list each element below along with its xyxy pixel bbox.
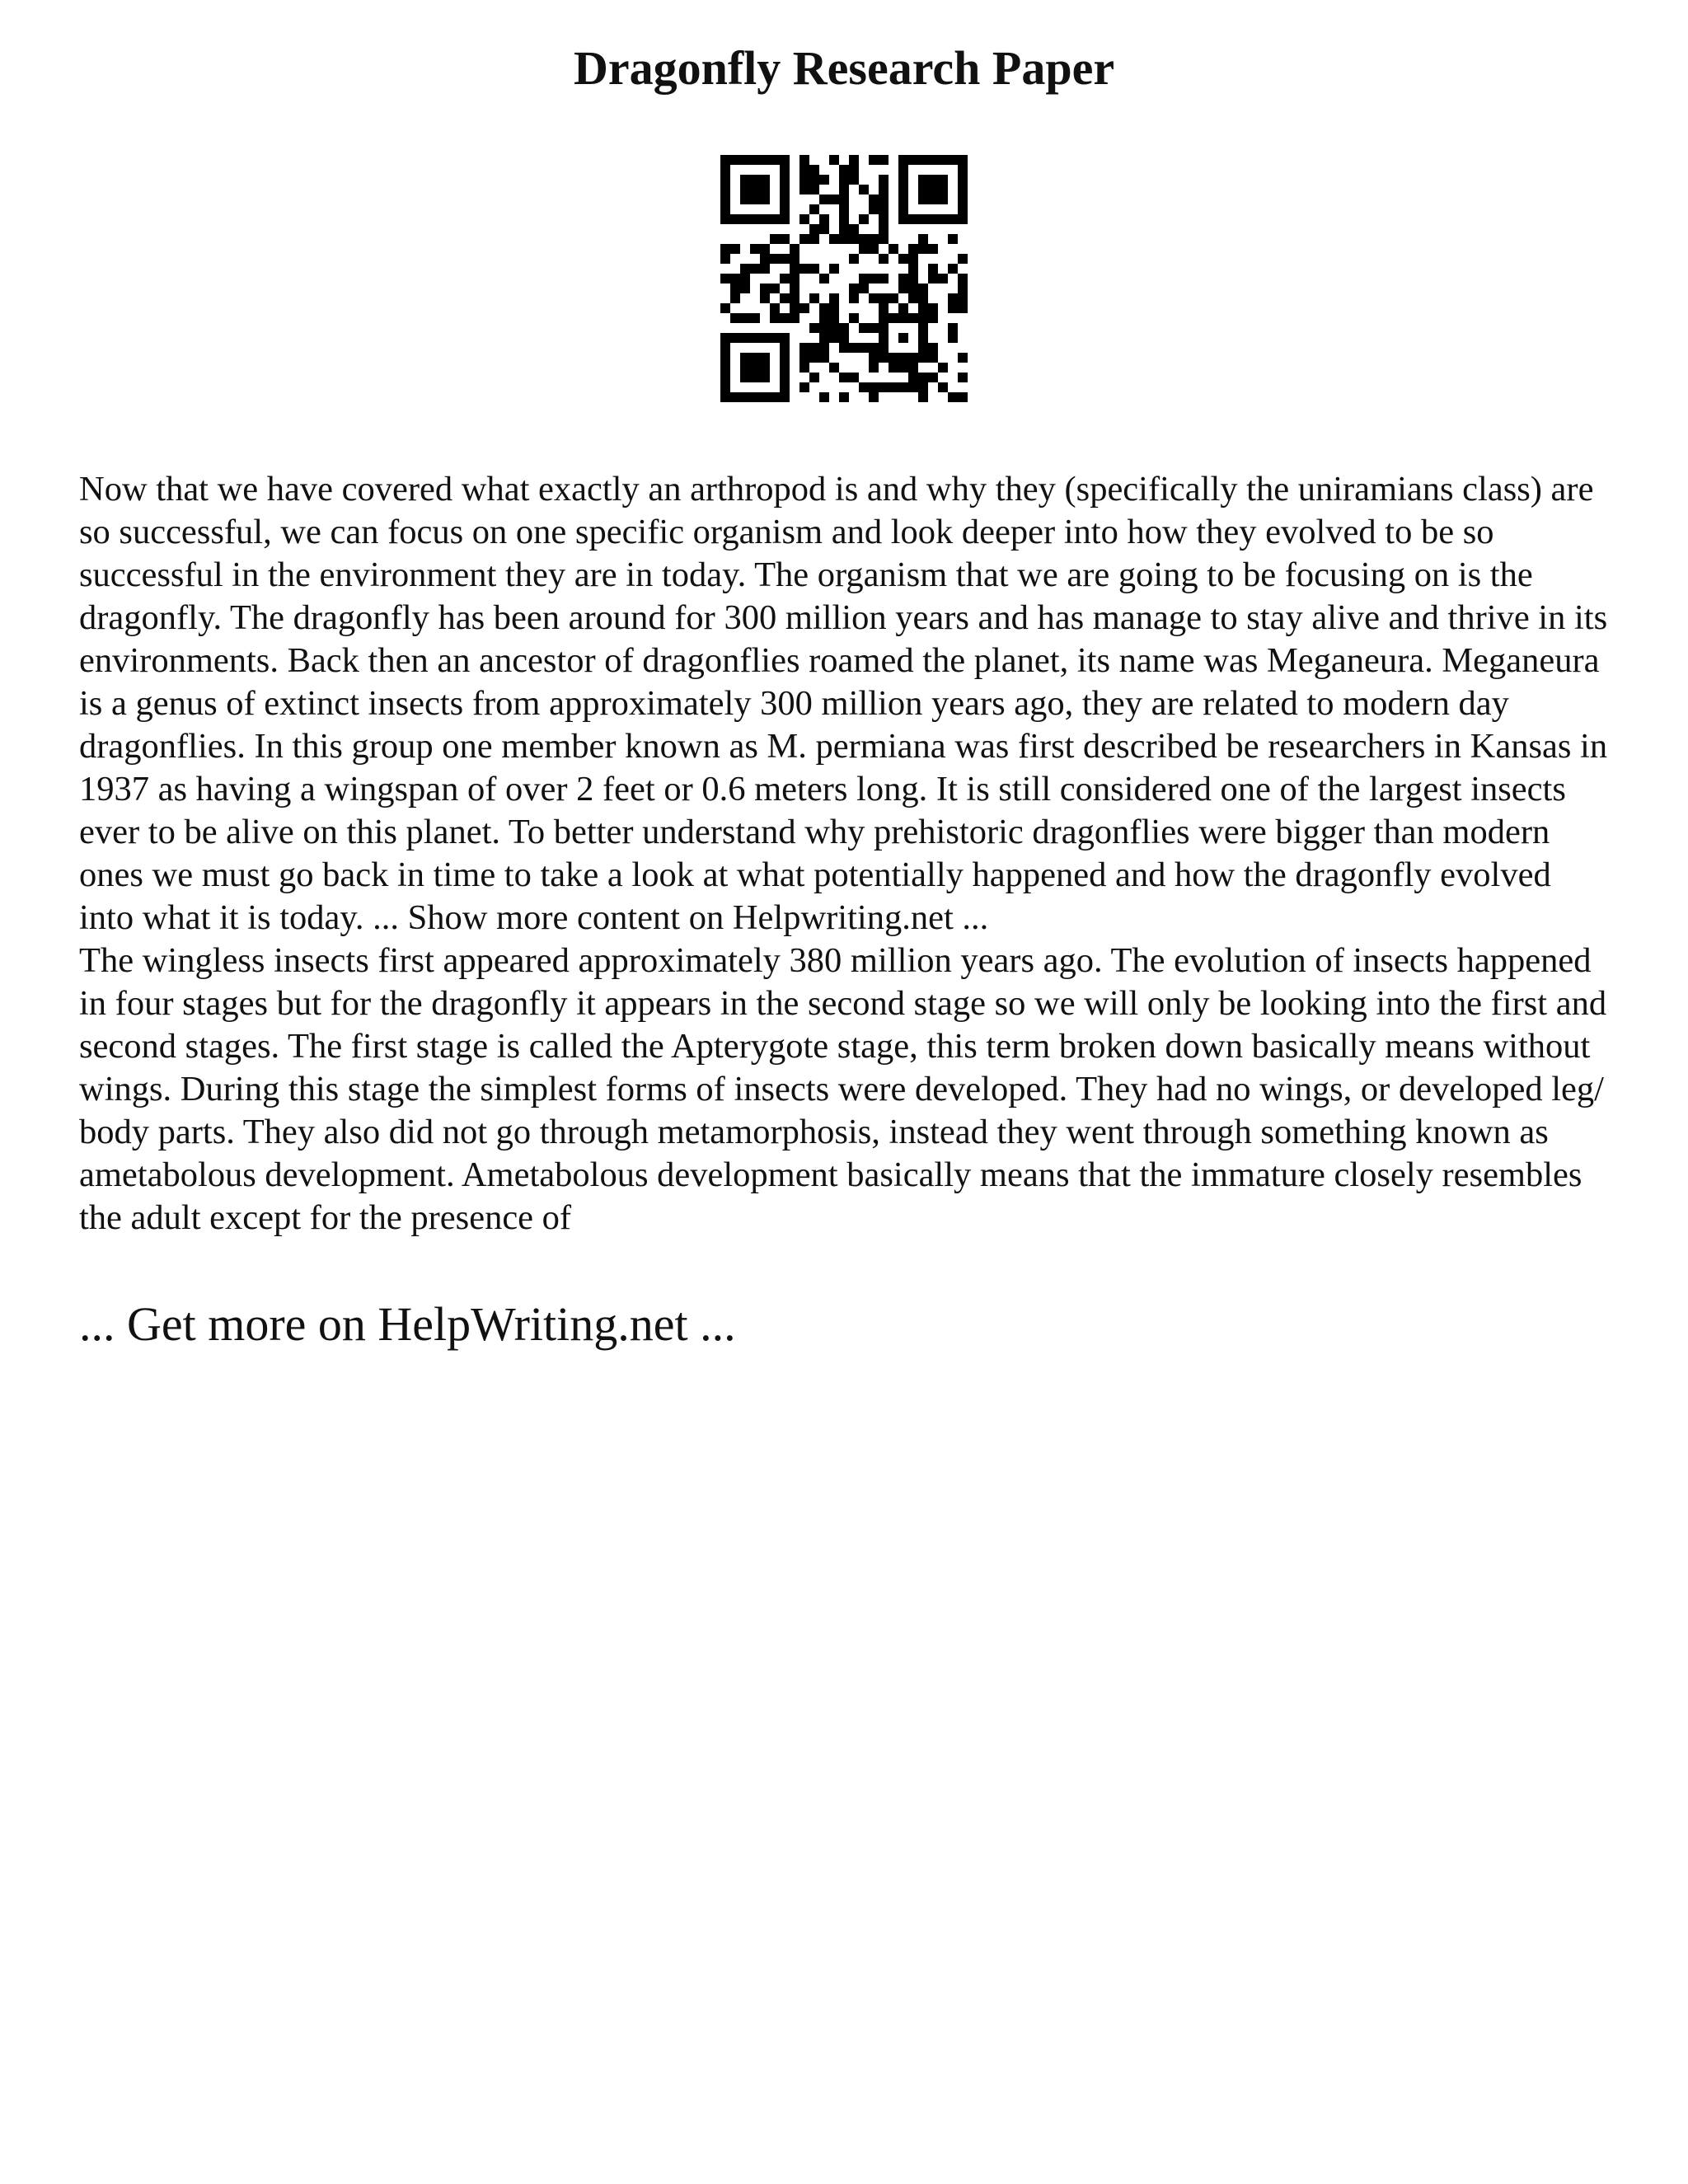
article-body — [79, 468, 1609, 1240]
paragraph: Now that we have covered what exactly an arthropod is and why they (specifically the uniramians class) are so successful, we can focus on one specific organism and look deeper into how they evolved to be so successful in the environment they are in today. The organism that we are going to be focusing on is the dragonfly. The dragonfly has been around for 300 million years and has manage to stay alive and thrive in its environments. Back then an ancestor of dragonflies roamed the planet, its name was Meganeura. Meganeura is a genus of extinct insects from approximately 300 million years ago, they are related to modern day dragonflies. In this group one member known as M. permiana was first described be researchers in Kansas in 1937 as having a wingspan of over 2 feet or 0.6 meters long. It is still considered one of the largest insects ever to be alive on this planet. To better understand why prehistoric dragonflies were bigger than modern ones we must go back in time to take a look at what potentially happened and how the dragonfly evolved into what it is today. ... Show more content on Helpwriting.net ... — [79, 470, 1608, 937]
get-more-link[interactable]: ... Get more on HelpWriting.net ... — [79, 1297, 736, 1351]
qr-code-icon — [720, 155, 968, 402]
page-title: Dragonfly Research Paper — [573, 41, 1115, 95]
paragraph: The wingless insects first appeared approximately 380 million years ago. The evolution of insects happened in four stages but for the dragonfly it appears in the second stage so we will only be looking into the first and second stages. The first stage is called the Apterygote stage, this term broken down basically means without wings. During this stage the simplest forms of insects were developed. They had no wings, or developed leg/ body parts. They also did not go through metamorphosis, instead they went through something known as ametabolous development. Ametabolous development basically means that the immature closely resembles the adult except for the presence of — [79, 941, 1607, 1237]
qr-code-container — [79, 155, 1609, 402]
